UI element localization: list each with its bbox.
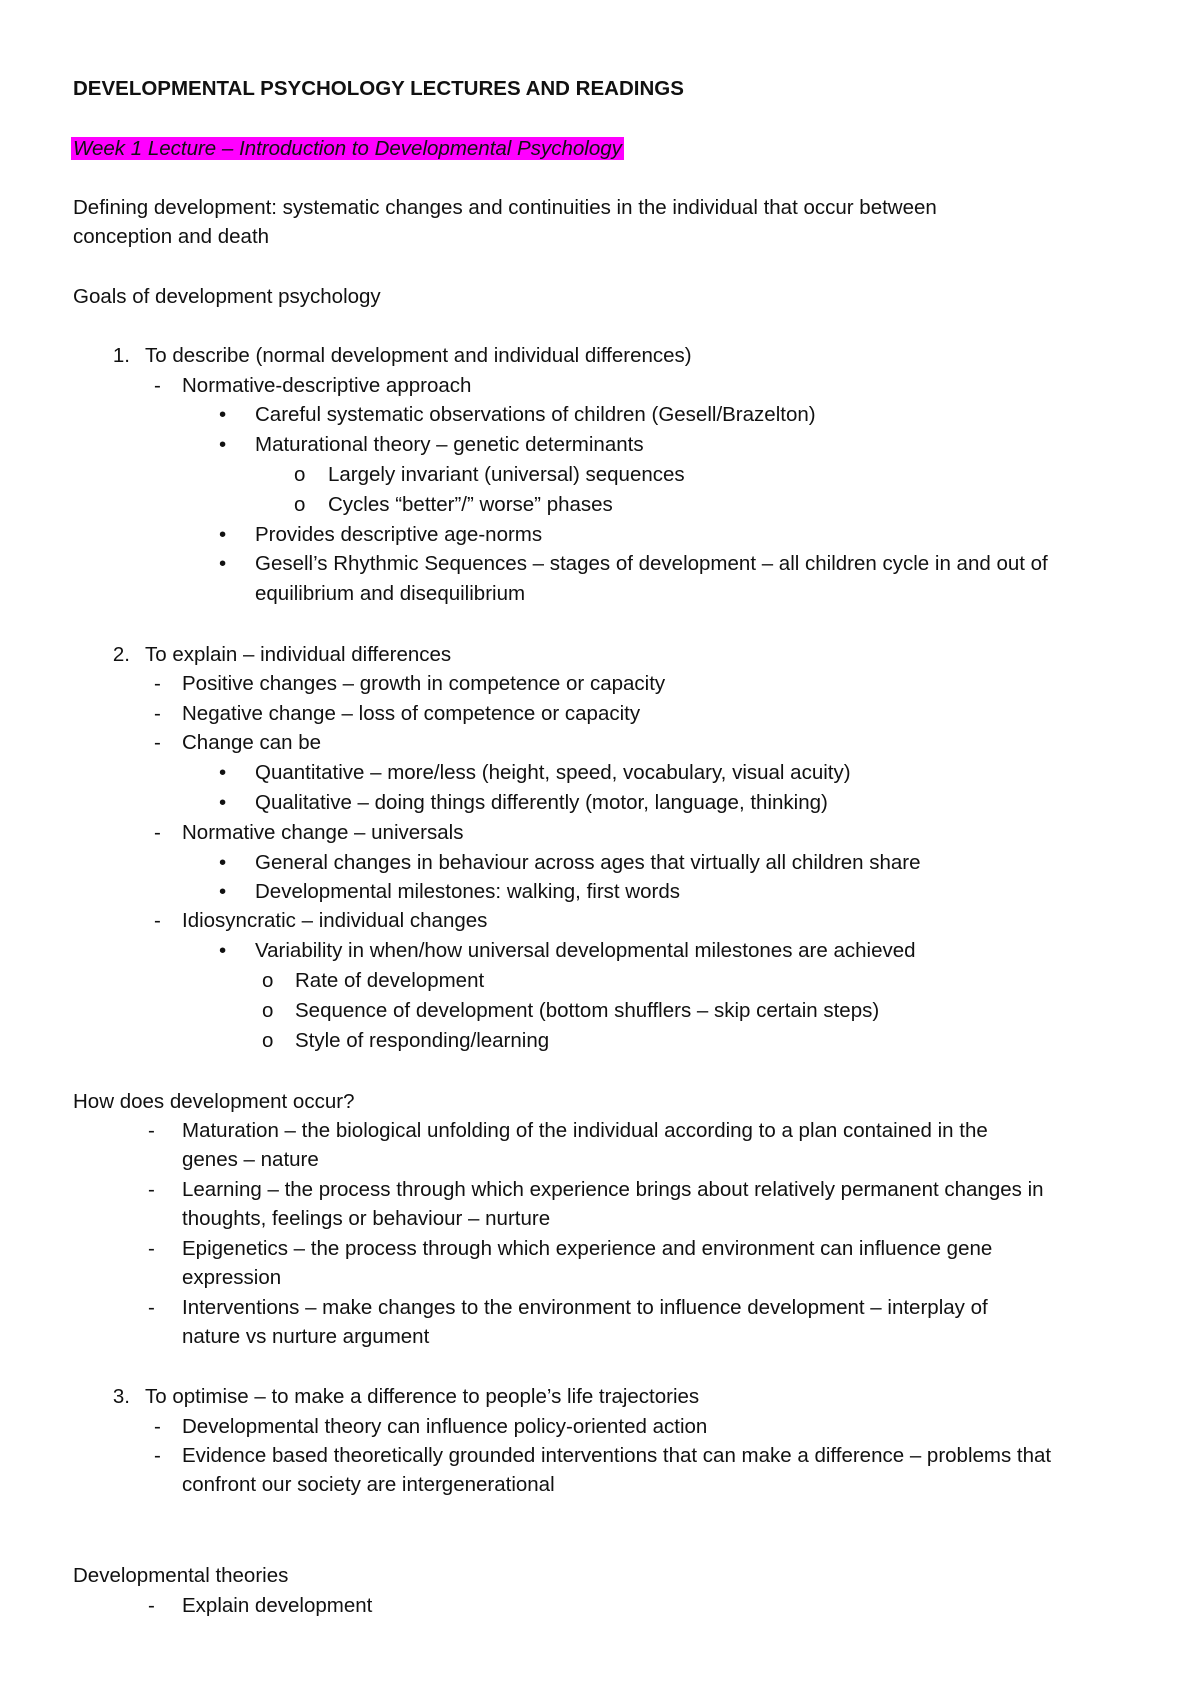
circle-marker: o (294, 493, 306, 516)
list-item: Change can be (182, 731, 322, 754)
bullet-marker: • (219, 939, 227, 962)
list-number: 2. (112, 643, 130, 666)
definition-line-1: Defining development: systematic changes and continuities in the individual that occur between (73, 196, 937, 219)
document-title: DEVELOPMENTAL PSYCHOLOGY LECTURES AND READINGS (73, 77, 684, 100)
list-item: Interventions – make changes to the environment to influence development – interplay of (182, 1296, 988, 1319)
bullet-marker: • (219, 552, 227, 575)
dash-marker: - (154, 1415, 161, 1438)
list-item: Idiosyncratic – individual changes (182, 909, 488, 932)
circle-marker: o (294, 463, 306, 486)
week-heading (73, 134, 624, 164)
list-item: To optimise – to make a difference to people’s life trajectories (145, 1385, 700, 1408)
list-item: Maturational theory – genetic determinants (255, 433, 644, 456)
list-item: Normative change – universals (182, 821, 464, 844)
list-item: Maturation – the biological unfolding of the individual according to a plan contained in the (182, 1119, 988, 1142)
dash-marker: - (154, 702, 161, 725)
dash-marker: - (148, 1237, 155, 1260)
dash-marker: - (154, 909, 161, 932)
dash-marker: - (148, 1178, 155, 1201)
list-item-continuation: genes – nature (182, 1148, 319, 1171)
list-number: 1. (112, 344, 130, 367)
list-item: Quantitative – more/less (height, speed, vocabulary, visual acuity) (255, 761, 851, 784)
list-item: Gesell’s Rhythmic Sequences – stages of development – all children cycle in and out of (255, 552, 1048, 575)
how-heading: How does development occur? (73, 1090, 355, 1113)
dash-marker: - (148, 1119, 155, 1142)
list-item: Negative change – loss of competence or capacity (182, 702, 641, 725)
dash-marker: - (154, 672, 161, 695)
list-item: Careful systematic observations of children (Gesell/Brazelton) (255, 403, 816, 426)
dash-marker: - (154, 731, 161, 754)
list-item: Largely invariant (universal) sequences (328, 463, 685, 486)
theories-heading: Developmental theories (73, 1564, 289, 1587)
list-item: To explain – individual differences (145, 643, 452, 666)
bullet-marker: • (219, 523, 227, 546)
list-item: Variability in when/how universal developmental milestones are achieved (255, 939, 916, 962)
bullet-marker: • (219, 761, 227, 784)
list-item: Explain development (182, 1594, 373, 1617)
list-item: Cycles “better”/” worse” phases (328, 493, 613, 516)
dash-marker: - (148, 1296, 155, 1319)
circle-marker: o (262, 1029, 274, 1052)
dash-marker: - (154, 374, 161, 397)
list-item: Style of responding/learning (295, 1029, 550, 1052)
goals-heading: Goals of development psychology (73, 285, 381, 308)
list-item: Developmental milestones: walking, first words (255, 880, 680, 903)
list-item: Rate of development (295, 969, 485, 992)
list-item: Normative-descriptive approach (182, 374, 472, 397)
circle-marker: o (262, 999, 274, 1022)
list-item: Qualitative – doing things differently (motor, language, thinking) (255, 791, 828, 814)
list-item: General changes in behaviour across ages that virtually all children share (255, 851, 921, 874)
list-item-continuation: thoughts, feelings or behaviour – nurture (182, 1207, 551, 1230)
dash-marker: - (154, 821, 161, 844)
list-item: To describe (normal development and individual differences) (145, 344, 692, 367)
bullet-marker: • (219, 851, 227, 874)
bullet-marker: • (219, 880, 227, 903)
list-item: Learning – the process through which experience brings about relatively permanent changes in (182, 1178, 1044, 1201)
list-item-continuation: nature vs nurture argument (182, 1325, 430, 1348)
list-item: Positive changes – growth in competence or capacity (182, 672, 666, 695)
list-item: Evidence based theoretically grounded interventions that can make a difference – problems that (182, 1444, 1052, 1467)
list-item: Sequence of development (bottom shufflers – skip certain steps) (295, 999, 880, 1022)
list-item-continuation: equilibrium and disequilibrium (255, 582, 526, 605)
list-item: Epigenetics – the process through which experience and environment can influence gene (182, 1237, 993, 1260)
bullet-marker: • (219, 403, 227, 426)
dash-marker: - (154, 1444, 161, 1467)
bullet-marker: • (219, 791, 227, 814)
list-item-continuation: confront our society are intergenerational (182, 1473, 555, 1496)
bullet-marker: • (219, 433, 227, 456)
list-item-continuation: expression (182, 1266, 282, 1289)
definition-line-2: conception and death (73, 225, 270, 248)
list-item: Provides descriptive age-norms (255, 523, 543, 546)
list-item: Developmental theory can influence policy-oriented action (182, 1415, 708, 1438)
dash-marker: - (148, 1594, 155, 1617)
highlighted-heading: Week 1 Lecture – Introduction to Developmental Psychology (73, 137, 622, 160)
circle-marker: o (262, 969, 274, 992)
list-number: 3. (112, 1385, 130, 1408)
